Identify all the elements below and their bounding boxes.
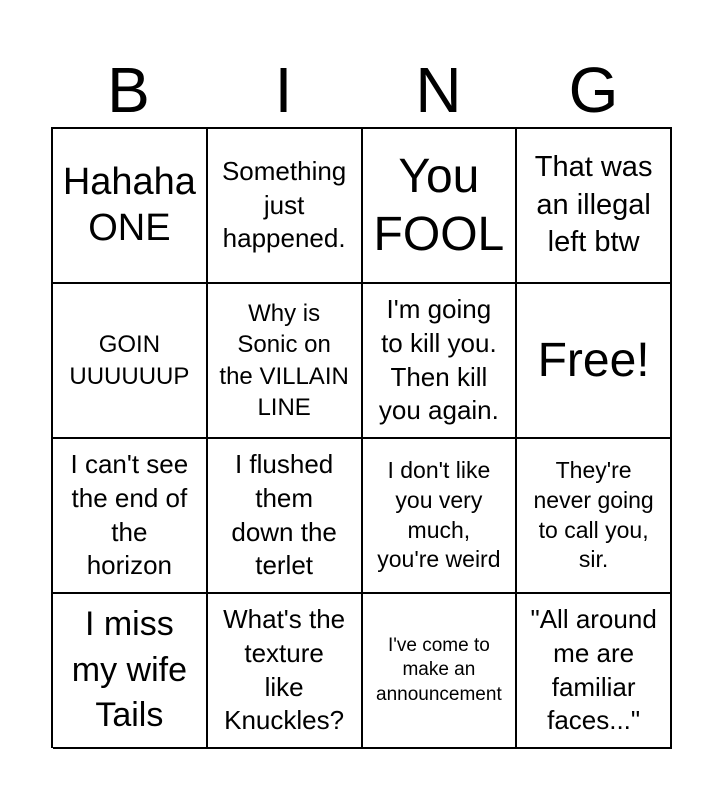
cell-text: "All around me are familiar faces..."	[530, 603, 657, 736]
bingo-cell[interactable]	[363, 284, 518, 439]
cell-text: Why is Sonic on the VILLAIN LINE	[219, 300, 349, 421]
cell-text: I'm going to kill you. Then kill you again.	[378, 293, 499, 426]
cell-text: Free!	[537, 333, 650, 387]
bingo-cell[interactable]	[363, 594, 518, 749]
bingo-cell[interactable]	[208, 284, 363, 439]
cell-text: You FOOL	[373, 149, 505, 261]
cell-text: I can't see the end of the horizon	[70, 448, 189, 581]
bingo-cell[interactable]	[53, 439, 208, 594]
bingo-cell[interactable]	[517, 129, 672, 284]
bingo-board	[51, 127, 672, 748]
cell-text: Hahaha ONE	[62, 160, 196, 249]
cell-text: They're never going to call you, sir.	[533, 456, 654, 573]
bingo-header	[51, 52, 671, 128]
cell-text: That was an illegal left btw	[534, 150, 653, 259]
bingo-cell[interactable]	[363, 439, 518, 594]
bingo-cell-free[interactable]	[517, 284, 672, 439]
header-letter-n: N	[415, 54, 462, 126]
cell-text: What's the texture like Knuckles?	[223, 603, 346, 736]
header-letter-g: G	[568, 54, 619, 126]
bingo-cell[interactable]	[517, 594, 672, 749]
cell-text: I flushed them down the terlet	[231, 448, 337, 581]
bingo-cell[interactable]	[208, 129, 363, 284]
cell-text: Something just happened.	[221, 155, 347, 254]
bingo-cell[interactable]	[53, 129, 208, 284]
bingo-cell[interactable]	[208, 594, 363, 749]
bingo-cell[interactable]	[363, 129, 518, 284]
bingo-cell[interactable]	[53, 284, 208, 439]
cell-text: I've come to make an announcement	[376, 635, 502, 705]
bingo-cell[interactable]	[53, 594, 208, 749]
cell-text: I miss my wife Tails	[71, 604, 187, 735]
bingo-cell[interactable]	[208, 439, 363, 594]
header-letter-b: B	[107, 54, 150, 126]
cell-text: GOIN UUUUUUP	[69, 331, 190, 390]
header-letter-i: I	[274, 54, 293, 126]
bingo-cell[interactable]	[517, 439, 672, 594]
cell-text: I don't like you very much, you're weird	[377, 456, 501, 573]
